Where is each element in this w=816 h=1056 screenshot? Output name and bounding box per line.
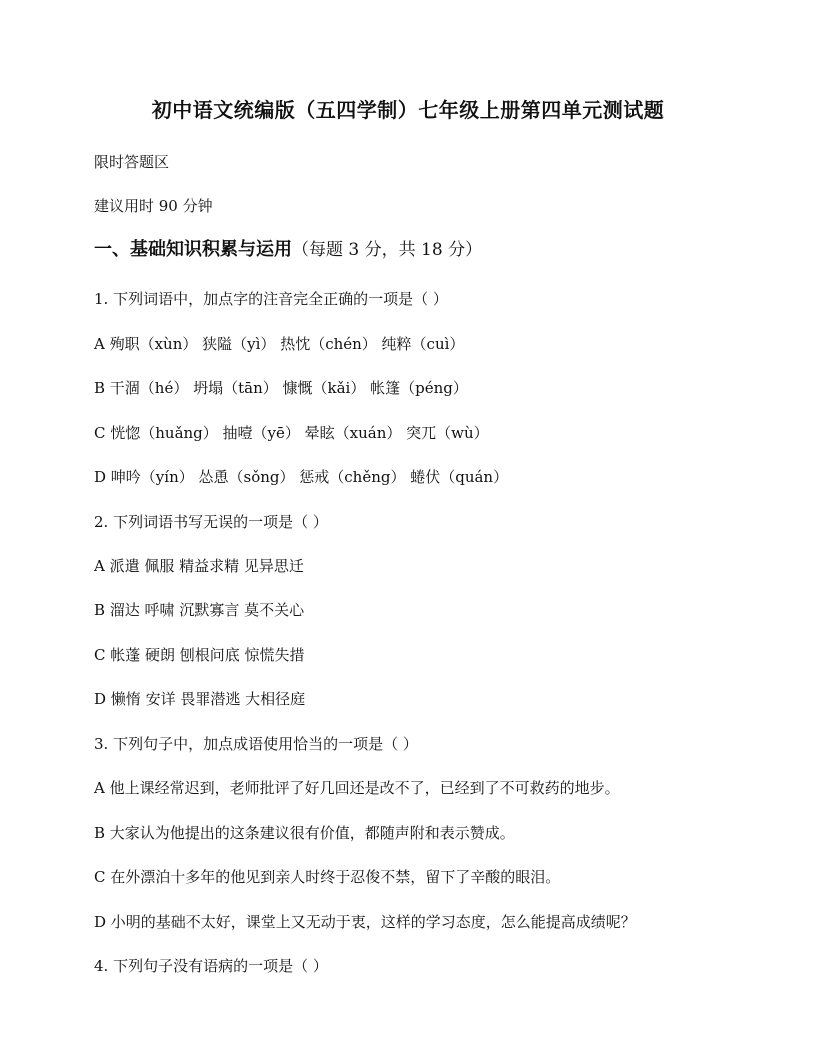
section-title: 一、基础知识积累与运用 (94, 239, 292, 260)
question-1-option-b: B 干涸（hé） 坍塌（tān） 慷慨（kǎi） 帐篷（péng） (94, 379, 468, 397)
question-3-option-b: B 大家认为他提出的这条建议很有价值，都随声附和表示赞成。 (94, 824, 515, 842)
timed-zone-label: 限时答题区 (94, 153, 170, 171)
question-3-stem: 3. 下列句子中，加点成语使用恰当的一项是（ ） (94, 735, 418, 753)
question-4-stem: 4. 下列句子没有语病的一项是（ ） (94, 957, 328, 975)
question-2-option-b: B 溜达 呼啸 沉默寡言 莫不关心 (94, 601, 305, 619)
question-2-stem: 2. 下列词语书写无误的一项是（ ） (94, 513, 328, 531)
question-2-option-d: D 懒惰 安详 畏罪潜逃 大相径庭 (94, 690, 306, 708)
question-3-option-d: D 小明的基础不太好，课堂上又无动于衷，这样的学习态度，怎么能提高成绩呢？ (94, 913, 636, 931)
question-3-option-c: C 在外漂泊十多年的他见到亲人时终于忍俊不禁，留下了辛酸的眼泪。 (94, 868, 561, 886)
page-title: 初中语文统编版（五四学制）七年级上册第四单元测试题 (151, 98, 665, 122)
question-2-option-a: A 派遣 佩服 精益求精 见异思迁 (94, 557, 304, 575)
question-3-option-a: A 他上课经常迟到，老师批评了好几回还是改不了，已经到了不可救药的地步。 (94, 779, 620, 797)
suggested-time: 建议用时 90 分钟 (94, 197, 213, 215)
section-score-note: （每题 3 分，共 18 分） (292, 240, 483, 260)
section-heading (94, 238, 482, 262)
question-1-option-d: D 呻吟（yín） 怂恿（sǒng） 惩戒（chěng） 蜷伏（quán） (94, 468, 509, 486)
question-2-option-c: C 帐蓬 硬朗 刨根问底 惊慌失措 (94, 646, 305, 664)
question-1-stem: 1. 下列词语中，加点字的注音完全正确的一项是（ ） (94, 290, 448, 308)
question-1-option-a: A 殉职（xùn） 狭隘（yì） 热忱（chén） 纯粹（cuì） (94, 335, 465, 353)
question-1-option-c: C 恍惚（huǎng） 抽噎（yē） 晕眩（xuán） 突兀（wù） (94, 424, 489, 442)
